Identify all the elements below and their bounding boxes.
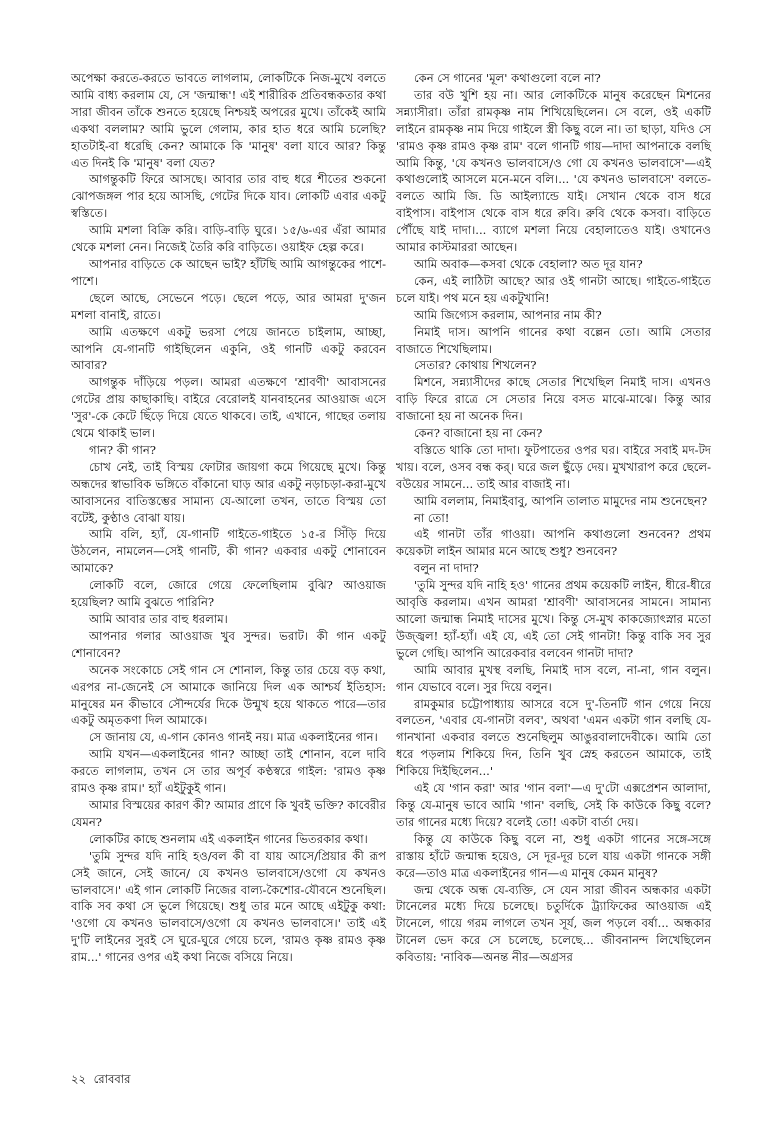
paragraph: আমি জিগ্যেস করলাম, আপনার নাম কী? <box>413 307 602 322</box>
paragraph: আমি আবার তার বাহু ধরলাম। <box>88 612 228 626</box>
paragraph: নিমাই দাস। আপনি গানের কথা বল্লেন তো। আমি সেতার বাজাতে শিখেছিলাম। <box>396 324 711 356</box>
paragraph: জন্ম থেকে অন্ধ যে-ব্যক্তি, সে যেন সারা জীবন অন্ধকার একটা টানেলের মধ্যে দিয়ে চলেছে। চতুর্দিকে ট্র্যাফিকের আওয়াজ এই টানেলে, গায়ে গরম লাগলে তখন সূর্য, জল পড়লে বর্ষা... অন্ধকার টানেল ভেদ করে সে চলেছে, চলেছে... জীবনানন্দ লিখেছিলেন কবিতায়: 'নাবিক—অনন্ত নীর—অগ্রসর <box>396 882 711 965</box>
paragraph: আমি বললাম, নিমাইবাবু, আপনি তালাত মামুদের নাম শুনেছেন? <box>413 493 708 508</box>
paragraph: লোকটি বলে, জোরে গেয়ে ফেলেছিলাম বুঝি? আওয়াজ হয়েছিল? আমি বুঝতে পারিনি? <box>71 578 386 610</box>
magazine-name: রোববার <box>93 1072 131 1086</box>
paragraph: আমার বিস্ময়ের কারণ কী? আমার প্রাণে কি খুবই ভক্তি? কাবেরীর যেমন? <box>71 797 386 829</box>
paragraph: কিন্তু যে কাউকে কিছু বলে না, শুধু একটা গানের সঙ্গে-সঙ্গে রাস্তায় হাঁটে জন্মান্ধ হয়েও, সে দূর-দূর চলে যায় একটা গানকে সঙ্গী করে—তাও মাত্র একলাইনের গান—এ মানুষ কেমন মানুষ? <box>396 831 711 880</box>
right-column <box>396 70 711 966</box>
paragraph: বলুন না দাদা? <box>413 561 479 576</box>
paragraph: আপনার বাড়িতে কে আছেন ভাই? হাঁটছি আমি আগন্তুকের পাশে-পাশে। <box>71 256 386 288</box>
paragraph: না তো! <box>413 510 450 525</box>
paragraph: অনেক সংকোচে সেই গান সে শোনাল, কিন্তু তার চেয়ে বড় কথা, এরপর না-জেনেই সে আমাকে জানিয়ে দিল এক আশ্চর্য ইতিহাস: মানুষের মন কীভাবে সৌন্দর্যের দিকে উন্মুখ হয়ে থাকতে পারে—তার একটু অমৃতকণা দিল আমাকে। <box>71 662 386 728</box>
paragraph: আমি অবাক—কসবা থেকে বেহালা? অত দূর যান? <box>413 256 643 271</box>
page-number: ২২ <box>71 1072 86 1086</box>
left-column <box>71 70 386 966</box>
paragraph: সে জানায় যে, এ-গান কোনও গানই নয়। মাত্র একলাইনের গান। <box>88 730 378 745</box>
paragraph: আমি মশলা বিক্রি করি। বাড়ি-বাড়ি ঘুরে। ১৫/৬-এর এঁরা আমার থেকে মশলা নেন। নিজেই তৈরি করি বাড়িতে। ওয়াইফ হেল্প করে। <box>71 223 386 255</box>
paragraph: চোখ নেই, তাই বিস্ময় ফোটার জায়গা কমে গিয়েছে মুখে। কিন্তু অন্ধদের স্বাভাবিক ভঙ্গিতে বাঁকানো ঘাড় আর একটু নড়াচড়া-করা-মুখে আবাসনের বাতিস্তম্ভের সামান্য যে-আলো তখন, তাতে বিস্ময় তো বটেই, কুণ্ঠাও বোঝা যায়। <box>71 459 386 525</box>
paragraph: কেন? বাজানো হয় না কেন? <box>413 426 543 441</box>
paragraph: রামকুমার চট্টোপাধ্যায় আসরে বসে দু'-তিনটি গান গেয়ে নিয়ে বলতেন, 'এবার যে-গানটা বলব', অথবা 'এমন একটা গান বলছি যে-গানখানা একবার বলতে শুনেছিলুম আঙুরবালাদেবীকে। আমি তো ধরে পড়লাম শিকিয়ে দিন, তিনি খুব স্নেহ করতেন আমাকে, তাই শিকিয়ে দিইছিলেন...' <box>396 696 711 779</box>
paragraph: কেন সে গানের 'মূল' কথাগুলো বলে না? <box>413 71 601 85</box>
paragraph: বস্তিতে থাকি তো দাদা। ফুটপাতের ওপর ঘর। বাইরে সবাই মদ-টদ খায়। বলে, ওসব বন্ধ কর্। ঘরে জল ছুঁড়ে দেয়। মুখখারাপ করে ছেলে-বউয়ের সামনে... তাই আর বাজাই না। <box>396 442 711 491</box>
paragraph: এই গানটা তাঁর গাওয়া। আপনি কথাগুলো শুনবেন? প্রথম কয়েকটা লাইন আমার মনে আছে শুধু? শুনবেন? <box>396 527 711 559</box>
paragraph: আগন্তুক দাঁড়িয়ে পড়ল। আমরা এতক্ষণে 'শ্রাবণী' আবাসনের গেটের প্রায় কাছাকাছি। বাইরে বেরোলই যানবাহনের আওয়াজ এসে 'সুর'-কে কেটে ছিঁড়ে দিয়ে যেতে থাকবে। তাই, এখানে, গাছের তলায় থেমে থাকাই ভাল। <box>71 375 386 441</box>
paragraph: এই যে 'গান করা' আর 'গান বলা'—এ দু'টো এক্সপ্রেশন আলাদা, কিন্তু যে-মানুষ ভাবে আমি 'গান' বলছি, সেই কি কাউকে কিছু বলে? তার গানের মধ্যে দিয়ে? বলেই তো! একটা বার্তা দেয়। <box>396 781 711 829</box>
paragraph: আমি বলি, হ্যাঁ, যে-গানটি গাইতে-গাইতে ১৫-র সিঁড়ি দিয়ে উঠলেন, নামলেন—সেই গানটি, কী গান? একবার একটু শোনাবেন আমাকে? <box>71 527 386 576</box>
paragraph: গান? কী গান? <box>88 442 156 457</box>
paragraph: 'তুমি সুন্দর যদি নাহি হও/বল কী বা যায় আসে/প্রিয়ার কী রূপ সেই জানে, সেই জানে/ যে কখনও ভালবাসে/ওগো যে কখনও ভালবাসে।' এই গান লোকটি নিজের বাল্য-কৈশোর-যৌবনে শুনেছিল। বাকি সব কথা সে ভুলে গিয়েছে। শুধু তার মনে আছে এইটুকু কথা: 'ওগো যে কখনও ভালবাসে/ওগো যে কখনও ভালবাসে।' তাই এই দু'টি লাইনের সুরই সে ঘুরে-ঘুরে গেয়ে চলে, 'রামও কৃষ্ণ রামও কৃষ্ণ রাম...' গানের ওপর এই কথা নিজে বসিয়ে নিয়ে। <box>71 848 386 965</box>
paragraph: আমি যখন—একলাইনের গান? আচ্ছা তাই শোনান, বলে দাবি করতে লাগলাম, তখন সে তার অপূর্ব কণ্ঠস্বরে গাইল: 'রামও কৃষ্ণ রামও কৃষ্ণ রাম।' হ্যাঁ এইটুকুই গান। <box>71 747 386 796</box>
paragraph: আমি আবার মুখস্থ বলছি, নিমাই দাস বলে, না-না, গান বলুন। গান যেভাবে বলে। সুর দিয়ে বলুন। <box>396 662 711 694</box>
paragraph: কেন, এই লাঠিটা আছে? আর ওই গানটা আছে। গাইতে-গাইতে চলে যাই। পথ মনে হয় একটুখানি! <box>396 273 711 305</box>
paragraph: লোকটির কাছে শুনলাম এই একলাইন গানের ভিতরকার কথা। <box>88 831 368 846</box>
paragraph: তার বউ খুশি হয় না। আর লোকটিকে মানুষ করেছেন মিশনের সন্ন্যাসীরা। তাঁরা রামকৃষ্ণ নাম শিখিয়েছিলেন। সে বলে, ওই একটি লাইনে রামকৃষ্ণ নাম দিয়ে গাইলে স্ত্রী কিছু বলে না। তা ছাড়া, যদিও সে 'রামও কৃষ্ণ রামও কৃষ্ণ রাম' বলে গানটি গায়—দাদা আপনাকে বলছি আমি কিন্তু, 'যে কখনও ভালবাসে/ও গো যে কখনও ভালবাসে'—এই কথাগুলোই আসলে মনে-মনে বলি।... 'যে কখনও ভালবাসে' বলতে-বলতে আমি জি. ডি আইল্যান্ডে যাই। সেখান থেকে বাস ধরে বাইপাস। বাইপাস থেকে বাস ধরে রুবি। রুবি থেকে কসবা। বাড়িতে পৌঁছে যাই দাদা।... ব্যাগে মশলা নিয়ে বেহালাতেও যাই। ওখানেও আমার কাস্টমাররা আছেন। <box>396 87 711 255</box>
paragraph: আমি এতক্ষণে একটু ভরসা পেয়ে জানতে চাইলাম, আচ্ছা, আপনি যে-গানটি গাইছিলেন একুনি, ওই গানটি একটু করবেন আবার? <box>71 324 386 373</box>
paragraph: 'তুমি সুন্দর যদি নাহি হও' গানের প্রথম কয়েকটি লাইন, ধীরে-ধীরে আবৃত্তি করলাম। এখন আমরা 'শ্রাবণী' আবাসনের সামনে। সামান্য আলো জন্মান্ধ নিমাই দাসের মুখে। কিন্তু সে-মুখ কাকজ্যোৎস্নার মতো উজ্জ্বল! হ্যাঁ-হ্যাঁ। এই যে, এই তো সেই গানটা! কিন্তু বাকি সব সুর ভুলে গেছি। আপনি আরেকবার বলবেন গানটা দাদা? <box>396 578 711 660</box>
paragraph: আগন্তুকটি ফিরে আসছে। আবার তার বাহু ধরে শীতের শুকনো ঝোপজঙ্গল পার হয়ে আসছি, গেটের দিকে যাব। লোকটি এবার একটু স্বস্তিতে। <box>71 172 386 221</box>
page-footer <box>71 1071 130 1090</box>
paragraph: আপনার গলার আওয়াজ খুব সুন্দর। ভরাট। কী গান একটু শোনাবেন? <box>71 628 386 660</box>
paragraph: সেতার? কোথায় শিখলেন? <box>413 358 537 373</box>
paragraph: মিশনে, সন্ন্যাসীদের কাছে সেতার শিখেছিল নিমাই দাস। এখনও বাড়ি ফিরে রাত্রে সে সেতার নিয়ে বসত মাঝে-মাঝে। কিন্তু আর বাজানো হয় না অনেক দিন। <box>396 375 711 424</box>
paragraph: অপেক্ষা করতে-করতে ভাবতে লাগলাম, লোকটিকে নিজ-মুখে বলতে আমি বাধ্য করলাম যে, সে 'জন্মান্ধ'! এই শারীরিক প্রতিবন্ধকতার কথা সারা জীবন তাঁকে শুনতে হয়েছে নিশ্চয়ই অপরের মুখে। তাঁকেই আমি একথা বললাম? আমি ভুলে গেলাম, কার হাত ধরে আমি চলেছি? হাতটাই-বা ধরেছি কেন? আমাকে কি 'মানুষ' বলা যাবে আর? কিন্তু এত দিনই কি 'মানুষ' বলা যেত? <box>71 71 386 170</box>
paragraph: ছেলে আছে, সেভেনে পড়ে। ছেলে পড়ে, আর আমরা দু'জন মশলা বানাই, রাতে। <box>71 290 386 322</box>
